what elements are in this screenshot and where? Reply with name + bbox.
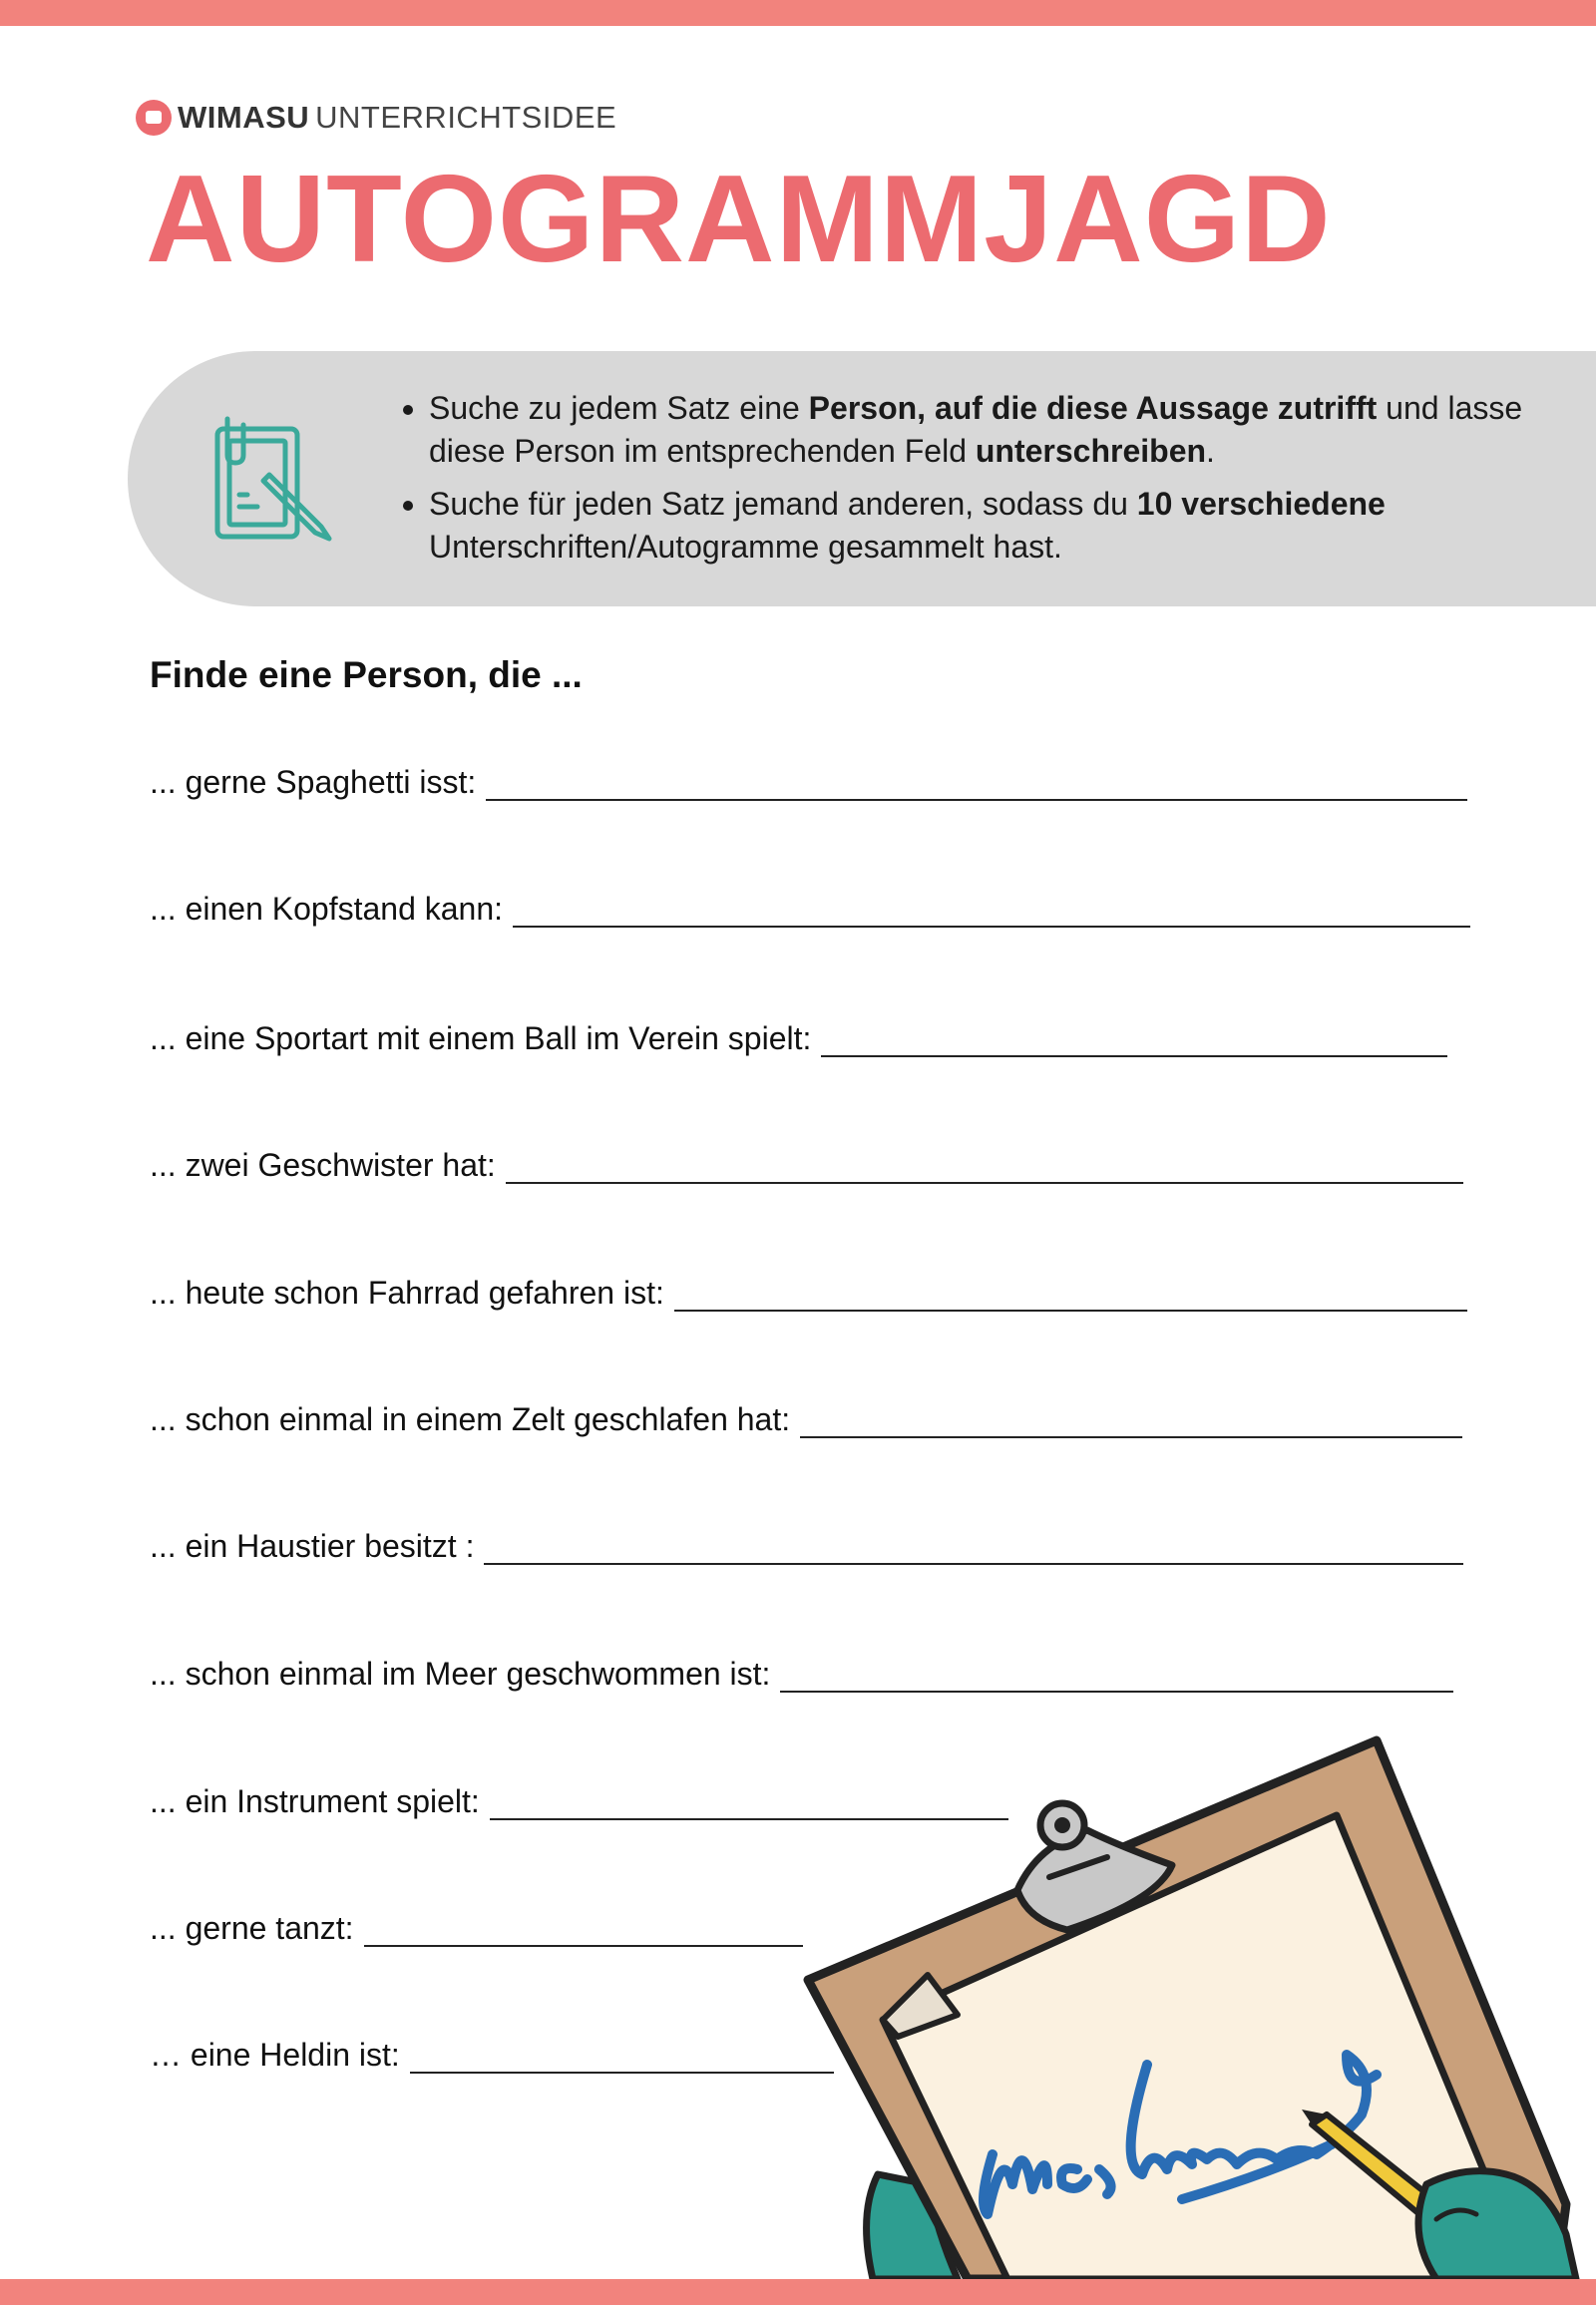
- prompt-row: [150, 1910, 803, 1947]
- signature-line[interactable]: [780, 1661, 1453, 1693]
- prompt-row: [150, 764, 1467, 801]
- top-accent-bar: [0, 0, 1596, 26]
- signature-line[interactable]: [674, 1280, 1467, 1312]
- instruction-list: [389, 387, 1596, 578]
- prompt-label: ... schon einmal in einem Zelt geschlafen hat:: [150, 1401, 791, 1437]
- signature-line[interactable]: [364, 1915, 803, 1947]
- prompt-row: [150, 891, 1470, 928]
- signature-line[interactable]: [513, 896, 1470, 928]
- prompt-label: ... gerne tanzt:: [150, 1910, 354, 1946]
- instruction-item: • Suche zu jedem Satz eine Person, auf die diese Aussage zutrifft und lasse diese Person im entsprechenden Feld unterschreiben.: [429, 387, 1596, 473]
- prompt-row: [150, 2037, 834, 2074]
- signature-line[interactable]: [484, 1533, 1463, 1565]
- prompt-label: ... gerne Spaghetti isst:: [150, 764, 477, 800]
- prompt-label: ... schon einmal im Meer geschwommen ist:: [150, 1656, 771, 1692]
- clipboard-signature-illustration: [788, 1716, 1596, 2279]
- prompt-row: [150, 1147, 1463, 1184]
- section-heading: Finde eine Person, die ...: [150, 654, 583, 695]
- signature-line[interactable]: [821, 1025, 1447, 1057]
- signature-line[interactable]: [506, 1152, 1463, 1184]
- page-title: AUTOGRAMMJAGD: [146, 151, 1332, 288]
- bottom-accent-bar: [0, 2279, 1596, 2305]
- prompt-row: [150, 1528, 1463, 1565]
- wimasu-logo-icon: [136, 100, 172, 136]
- prompt-label: … eine Heldin ist:: [150, 2037, 400, 2073]
- prompt-label: ... ein Haustier besitzt :: [150, 1528, 475, 1564]
- prompt-label: ... eine Sportart mit einem Ball im Verein spielt:: [150, 1020, 812, 1056]
- prompt-row: [150, 1275, 1467, 1312]
- prompt-label: ... heute schon Fahrrad gefahren ist:: [150, 1275, 664, 1311]
- instruction-item: • Suche für jeden Satz jemand anderen, sodass du 10 verschiedene Unterschriften/Autogramme gesammelt hast.: [429, 483, 1596, 569]
- prompt-label: ... einen Kopfstand kann:: [150, 891, 504, 927]
- brand-name: WIMASU: [178, 100, 310, 135]
- prompt-label: ... zwei Geschwister hat:: [150, 1147, 496, 1183]
- clipboard-pen-icon: [209, 415, 339, 545]
- prompt-row: [150, 1656, 1453, 1693]
- brand-header: [136, 98, 616, 138]
- prompt-row: [150, 1020, 1447, 1057]
- brand-subtitle: UNTERRICHTSIDEE: [315, 100, 617, 135]
- signature-line[interactable]: [486, 769, 1467, 801]
- instruction-box: [128, 351, 1596, 606]
- signature-line[interactable]: [410, 2042, 834, 2074]
- signature-line[interactable]: [800, 1406, 1462, 1438]
- prompt-row: [150, 1401, 1462, 1438]
- prompt-label: ... ein Instrument spielt:: [150, 1783, 480, 1819]
